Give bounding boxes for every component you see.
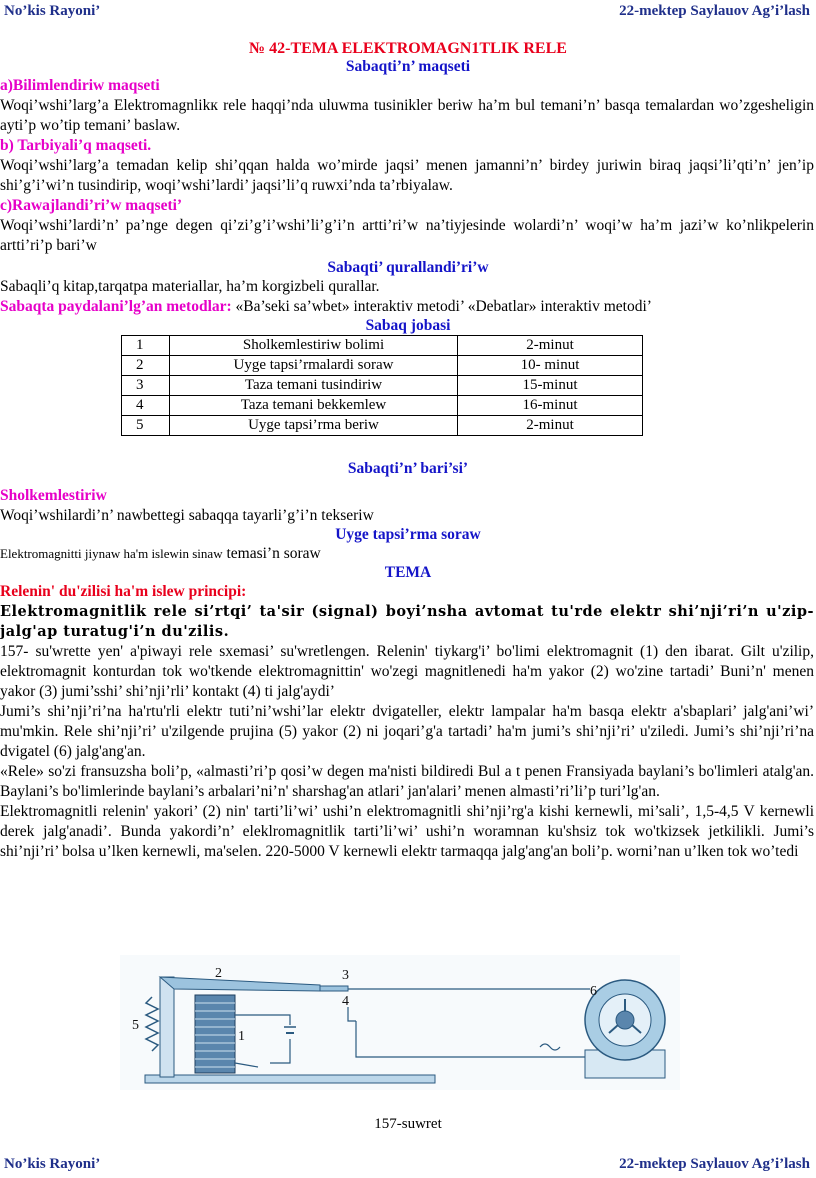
- methods-label: Sabaqta paydalani’lg’an metodlar:: [0, 298, 232, 315]
- row-stage: Uyge tapsi’rma beriw: [170, 416, 458, 436]
- goal-c-heading: c)Rawajlandi’ri’w maqseti’: [0, 197, 183, 214]
- figure-caption: 157-suwret: [374, 1116, 442, 1132]
- methods-text: «Ba’seki sa’wbet» interaktiv metodi’ «Debatlar» interaktiv metodi’: [231, 298, 652, 315]
- contact-3: [320, 986, 348, 991]
- lesson-title: № 42-TEMA ELEKTROMAGN1TLIK RELE: [249, 40, 567, 57]
- base-plate: [145, 1075, 435, 1083]
- row-number: 3: [122, 376, 170, 396]
- homework-heading: Uyge tapsi’rma soraw: [335, 526, 481, 543]
- table-row: [122, 396, 643, 416]
- label-5: 5: [132, 1018, 139, 1033]
- equipment-heading: Sabaqti’ qurallandi’ri’w: [327, 259, 489, 276]
- row-time: 15-minut: [458, 376, 643, 396]
- row-stage: Taza temani bekkemlew: [170, 396, 458, 416]
- label-6: 6: [590, 984, 597, 999]
- homework-text-rest: temasi’n soraw: [222, 545, 321, 562]
- label-2: 2: [215, 966, 222, 981]
- goal-a-heading: a)Bilimlendiriw maqseti: [0, 77, 160, 94]
- row-number: 1: [122, 336, 170, 356]
- page-footer: [0, 1156, 816, 1178]
- table-row: [122, 376, 643, 396]
- table-row: [122, 416, 643, 436]
- homework-text-small: Elektromagnitti jiynaw ha'm islewin sinaw: [0, 546, 223, 561]
- process-heading: Sabaqti’n’ bari’si’: [347, 460, 469, 477]
- plan-heading: Sabaq jobasi: [365, 317, 451, 334]
- table-row: [122, 356, 643, 376]
- organization-text: Woqi’wshilardi’n’ nawbettegi sabaqqa tayarli’g’i’n tekseriw: [0, 507, 374, 524]
- row-time: 2-minut: [458, 336, 643, 356]
- row-time: 2-minut: [458, 416, 643, 436]
- row-number: 5: [122, 416, 170, 436]
- footer-left: No’kis Rayoni’: [4, 1156, 101, 1172]
- paragraph-3: «Rele» so'zi fransuzsha boli’p, «almasti’ri’p qosi’w degen ma'nisti bildiredi Bul a t penen Fransiyada baylani’s bo'limleri atalg'an. Baylani’s bo'limlerinde baylani’s arbalari’ni’n' sharshag'an atlari’ jan'alari’ menen almasti’ri’li’p turi’lg'an.: [0, 763, 814, 800]
- principle-heading: Relenin' du'zilisi ha'm islew principi:: [0, 583, 247, 600]
- header-left: No’kis Rayoni’: [4, 3, 101, 19]
- yoke: [160, 977, 174, 1077]
- paragraph-2: Jumi’s shi’nji’ri’na ha'rtu'rli elektr tuti’ni’wshi’lar elektr dvigateller, elektr lampalar ha'm basqa elektr a'sbaplari’ jalg'ani’wi’ mu'mkin. Rele shi’nji’ri’ u'zilgende prujina (5) yakor (2) ni joqari’g'a tartadi’ ha'm jumi’s shi’nji’ri’ u'ziledi. Jumi’s shi’nji’ri’na dvigatel (6) jalg'ang'an.: [0, 703, 814, 760]
- organization-heading: Sholkemlestiriw: [0, 487, 107, 504]
- page-header: [0, 3, 816, 25]
- goal-c-text: Woqi’wshi’lardi’n’ pa’nge degen qi’zi’g’i’wshi’li’g’i’n artti’ri’w na’tiyjesinde wolardi’n’ woqi’w ha’m jazi’w ko’nlikpelerin artti’ri’p bari’w: [0, 217, 814, 254]
- principle-definition: Elektromagnitlik rele si’rtqi’ ta'sir (signal) boyi’nsha avtomat tu'rde elektr shi’nji’ri’n u'zip-jalg'ap turatug'i’n du'zilis.: [0, 603, 814, 640]
- row-number: 2: [122, 356, 170, 376]
- tema-heading: TEMA: [384, 564, 432, 581]
- row-stage: Sholkemlestiriw bolimi: [170, 336, 458, 356]
- label-3: 3: [342, 968, 349, 983]
- paragraph-4: Elektromagnitli relenin' yakori’ (2) nin' tarti’li’wi’ ushi’n elektromagnitli shi’nji’rg'a kishi kernewli, mi’sali’, 1,5-4,5 V kernewli derek jalg'anadi’. Bunda yakordi’n’ eleklromagnitlik tarti’li’wi’ ushi’n woramnan ku'shsiz tok wo'tkizsek jetkilikli. Jumi’s shi’nji’ri’ bolsa u’lken kernewli, ma'selen. 220-5000 V kernewli elektr tarmaqqa jalg'ang'an boli’p. worni’nan u’lken tok wo’tedi: [0, 803, 814, 860]
- table-row: [122, 336, 643, 356]
- goal-b-heading: b) Tarbiyali’q maqseti.: [0, 137, 152, 154]
- footer-right: 22-mektep Saylauov Ag’i’lash: [619, 1156, 810, 1172]
- row-stage: Uyge tapsi’rmalardi soraw: [170, 356, 458, 376]
- row-stage: Taza temani tusindiriw: [170, 376, 458, 396]
- paragraph-1: 157- su'wrette yen' a'piwayi rele sxemasi’ su'wretlengen. Relenin' tiykarg'i’ bo'limi elektromagnit (1) den ibarat. Gilt u'zilip, elektromagnit konturdan tok wo'tkende elektromagnittin' wo'zegi magnitlenedi ha'm yakor (2) wo'zine tartadi’ Buni’n' menen yakor (3) jumi’sshi’ shi’nji’rli’ kontakt (4) ti jalg'aydi’: [0, 643, 814, 700]
- lesson-plan-table: [121, 335, 643, 436]
- header-right: 22-mektep Saylauov Ag’i’lash: [619, 3, 810, 19]
- goal-a-text: Woqi’wshi’larg’a Elektromagnlikк rele haqqi’nda uluwma tusinikler beriw ha’m bul temani’n’ basqa temalardan wo’zgesheligin ayti’p wo’tip temani’ baslaw.: [0, 97, 814, 134]
- row-time: 16-minut: [458, 396, 643, 416]
- row-time: 10- minut: [458, 356, 643, 376]
- label-4: 4: [342, 994, 349, 1009]
- document-body: [0, 40, 816, 862]
- equipment-text: Sabaqli’q kitap,tarqatpa materiallar, ha’m korgizbeli qurallar.: [0, 278, 380, 295]
- homework-line: [0, 544, 816, 564]
- methods-line: [0, 297, 816, 317]
- goal-b-text: Woqi’wshi’larg’a temadan kelip shi’qqan halda wo’mirde jaqsi’ menen jamanni’n’ birdey juriwin biraq jaqsi’li’qti’n’ jen’ip shi’g’i’wi’n tusindirip, woqi’wshi’lardi’ jaqsi’li’q ruwxi’nda ta’rbiyalaw.: [0, 157, 814, 194]
- coil: [195, 995, 235, 1073]
- label-1: 1: [238, 1029, 245, 1044]
- goal-heading: Sabaqti’n’ maqseti: [345, 58, 471, 75]
- row-number: 4: [122, 396, 170, 416]
- relay-diagram: [120, 955, 680, 1090]
